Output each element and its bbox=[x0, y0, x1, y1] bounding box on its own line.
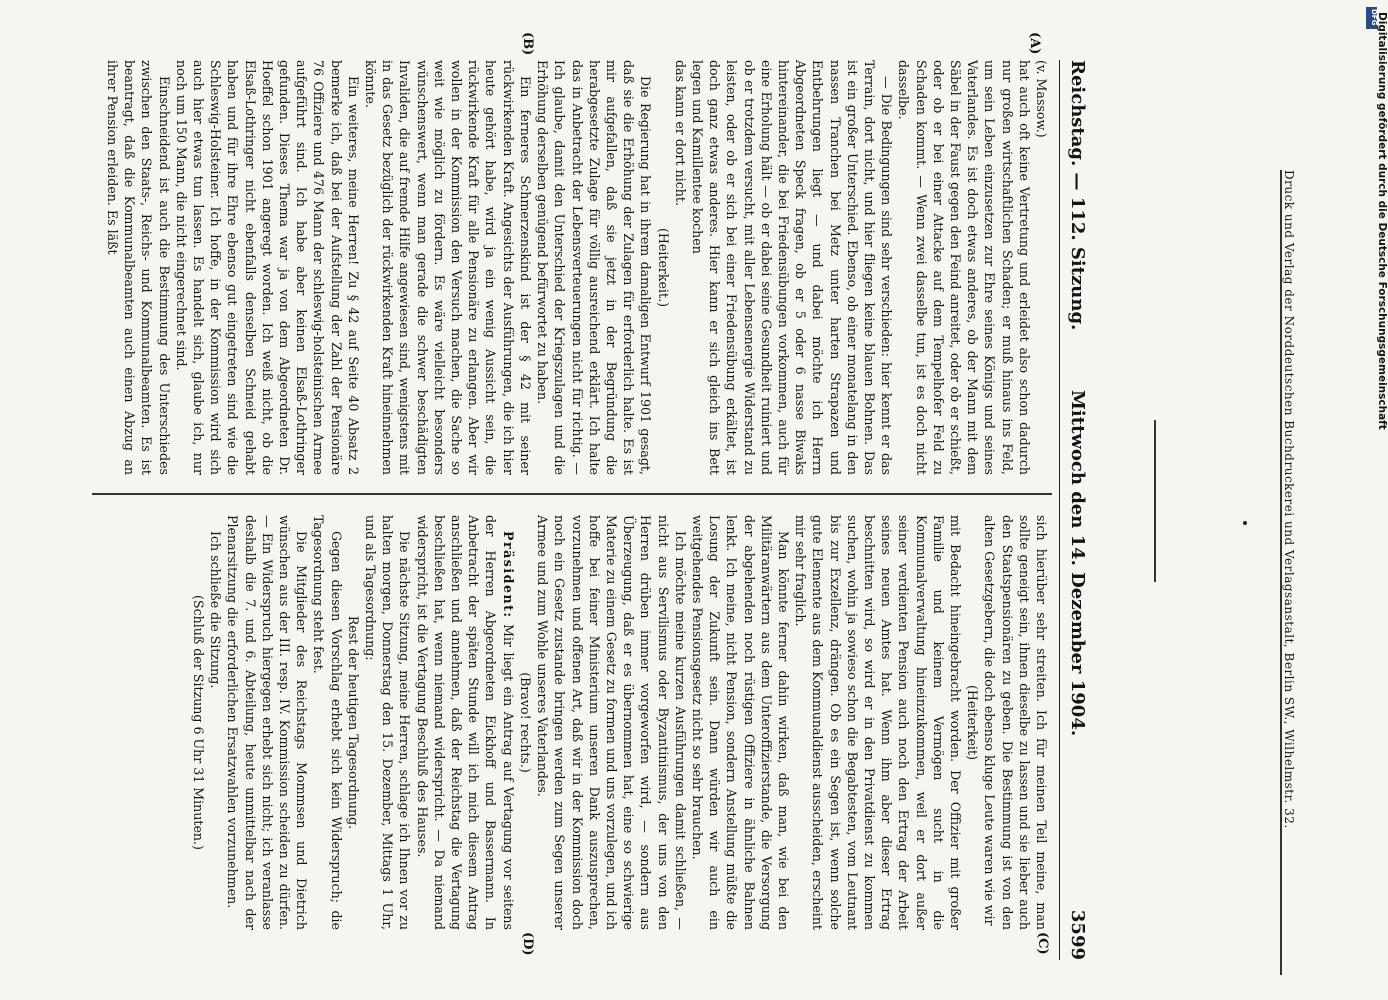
page-header bbox=[1059, 60, 1100, 960]
column-divider bbox=[92, 493, 1052, 495]
paragraph: Die Regierung hat in ihrem damaligen Entwurf 1901 gesagt, daß sie die Erhöhung der Zulagen für erforderlich halte. Es ist mir aufgefallen, daß sie jetzt in der Begründung die herabgesetzte Zulage für völlig ausreichend erklärt. Ich halte das in Anbetracht der Lebensverteuerungen nicht für richtig. — Ich glaube, damit den Unterschied der Kriegszulagen und die Erhöhung derselben genügend befürwortet zu haben. bbox=[535, 60, 654, 475]
paragraph: Man könnte ferner dahin wirken, daß man, wie bei den Militäranwärtern aus dem Unteroffizierstande, die Versorgung der abgehenden noch rüstigen Offiziere in ähnliche Bahnen lenkt. Ich meine, nicht Pension, sondern Anstellung müßte die Losung der Zukunft sein. Dann würden wir auch ein weitgehendes Pensionsgesetz nicht so sehr brauchen. bbox=[689, 515, 791, 930]
header-session: Reichstag. — 112. Sitzung. bbox=[1067, 60, 1088, 331]
page-number: 3599 bbox=[1067, 909, 1088, 960]
speaker-label: Präsident: bbox=[500, 531, 516, 619]
speaker-label: (v. Massow.) bbox=[1034, 60, 1049, 138]
header-date: Mittwoch den 14. Dezember 1904. bbox=[1067, 390, 1088, 737]
marker-c: (C) bbox=[1035, 932, 1050, 955]
column-right bbox=[85, 515, 1050, 930]
marker-d: (D) bbox=[520, 932, 535, 956]
digitization-credit: Digitalisierung gefördert durch die Deutsche Forschungsgemeinschaft bbox=[1376, 12, 1388, 430]
paragraph: Ich schließe die Sitzung. bbox=[208, 531, 224, 689]
paragraph: Die nächste Sitzung, meine Herren, schlage ich Ihnen vor zu halten morgen, Donnerstag den 15. Dezember, Mittags 1 Uhr, und als Tagesordnung: bbox=[363, 515, 413, 930]
closing-note: (Schluß der Sitzung 6 Uhr 31 Minuten.) bbox=[191, 595, 207, 850]
ink-dot bbox=[1243, 521, 1247, 525]
paragraph: Einschneidend ist auch die Bestimmung des Unterschiedes zwischen den Staats-, Reichs- und Kommunalbeamten. Es ist beantragt, daß die Kommunalbeamten auch einen Abzug an ihrer Pension erleiden. Es läßt bbox=[105, 60, 172, 475]
interjection: (Bravo! rechts.) bbox=[517, 672, 533, 773]
column-left bbox=[85, 60, 1050, 475]
printer-imprint: Druck und Verlag der Norddeutschen Buchdruckerei und Verlagsanstalt, Berlin SW., Wilhelmstr. 32. bbox=[1282, 170, 1296, 829]
paragraph: hat auch oft keine Vertretung und erleidet also schon dadurch nur großen wirtschaftlichen Schaden; er muß hinaus ins Feld, um sein Leben einzusetzen zur Ehre seines Königs und seines Vaterlandes. Es ist doch etwas anderes, ob der Mann mit dem Säbel in der Faust gegen den Feind anreitet, oder ob er schießt, oder ob er bei einer Attacke auf dem Tempelhofer Feld zu Schaden kommt. — Wenn zwei dasselbe tun, ist es doch nicht dasselbe. bbox=[896, 60, 1032, 475]
paragraph-president bbox=[413, 515, 516, 930]
marker-b: (B) bbox=[520, 32, 535, 56]
paragraph: Die Mitglieder des Reichstags Mommsen und Dietrich wünschen aus der III. resp. IV. Kommission scheiden zu dürfen. — Ein Widerspruch hiergegen erhebt sich nicht; ich veranlasse deshalb die 7. und 6. Abteilung, heute unmittelbar nach der Plenarsitzung die erforderlichen Ersatzwahlen vorzunehmen. bbox=[225, 515, 310, 930]
paragraph: Gegen diesen Vorschlag erhebt sich kein Widerspruch; die Tagesordnung steht fest. bbox=[311, 515, 344, 930]
paragraph: Ich möchte meine kurzen Ausführungen damit schließen, — nicht aus Servilismus oder Byzantinismus, der uns von den Herren drüben immer vorgeworfen wird, — sondern aus Überzeugung, daß er es übernommen hat, eine so schwierige Materie zu einem Gesetz zu formen und uns vorzulegen, und ich hoffe bei feiner Ministerium unseren Dank auszusprechen, vorzunehmen und offenen Art, daß wir in der Kommission doch noch ein Gesetz zustande bringen werden zum Segen unserer Armee und zum Wohle unseres Vaterlandes. bbox=[535, 515, 688, 930]
agenda-item: Rest der heutigen Tagesordnung. bbox=[345, 615, 361, 830]
interjection: (Heiterkeit) bbox=[965, 685, 981, 760]
paragraph: mit Bedacht hineingebracht worden. Der Offizier mit großer Familie und keinem Vermögen sucht in die Kommunalverwaltung hineinzukommen, weil er dort außer seiner verdienten Pension auch noch den Ertrag der Arbeit seines neuen Amtes hat. Wenn ihm aber dieser Ertrag beschnitten wird, so wird er in den Privatdienst zu kommen suchen, wohin ja sowieso schon die Begabtesten, vom Leutnant bis zur Exzellenz, drängen. Ob es ein Segen ist, wenn solche gute Elemente aus dem Kommunaldienst ausscheiden, erscheint mir sehr fraglich. bbox=[793, 515, 963, 930]
paragraph-text: Mir liegt ein Antrag auf Vertagung vor seitens der Herren Abgeordneten Eickhoff und Bassermann. In Anbetracht der späten Stunde will ich mich diesem Antrag anschließen und annehmen, daß der Reichstag die Vertagung beschließen hat, wenn niemand widerspricht. — Da niemand widerspricht, ist die Vertagung Beschluß des Hauses. bbox=[414, 515, 516, 930]
separator-line bbox=[1154, 420, 1156, 582]
dfg-logo: DFG bbox=[1366, 7, 1377, 29]
paragraph: Ein weiteres, meine Herren! Zu § 42 auf Seite 40 Absatz 2 bemerke ich, daß bei der Aufstellung der Zahl der Pensionäre 76 Offiziere und 476 Mann der schleswig-holsteinischen Armee aufgeführt sind. Ich habe aber keinen Elsaß-Lothringer gefunden. Dieses Thema war ja von dem Abgeordneten Dr. Hoeffel schon 1901 angeregt worden. Ich weiß nicht, ob die Elsaß-Lothringer nicht ebenfalls denselben Schneid gehabt haben und für ihre Ehre ebenso gut eingetreten sind wie die Schleswig-Holsteiner. Ich hoffe, in der Kommission wird sich auch hier etwas tun lassen. Es handelt sich, glaube ich, nur noch um 150 Mann, die nicht eingerechnet sind. bbox=[173, 60, 361, 475]
paragraph: sich hierüber sehr streiten. Ich für meinen Teil meine, man sollte geneigt sein, ihnen dieselbe zu lassen und sie lieber auch den Staatspensionären zu geben. Die Bestimmung ist von den alten Gesetzgebern, die doch ebenso kluge Leute waren wie wir bbox=[982, 515, 1049, 930]
paragraph: Ein ferneres Schmerzenskind ist der § 42 mit seiner rückwirkenden Kraft. Angesichts der Ausführungen, die ich hier heute gehört habe, wird ja ein wenig Aussicht sein, die rückwirkende Kraft für alle Pensionäre zu erlangen. Aber wir wollen in der Kommission den Versuch machen, die Sache so weit wie möglich zu fördern. Es wäre vielleicht besonders wünschenswert, wenn man gerade die schwer beschädigten Invaliden, die auf fremde Hilfe angewiesen sind, wenigstens mit in das Gesetz bezüglich der rückwirkenden Kraft hineinnehmen könnte. bbox=[363, 60, 533, 475]
paragraph: — Die Bedingungen sind sehr verschieden: hier kennt er das Terrain, dort nicht, und hier fliegen keine blauen Bohnen. Das ist ein großer Unterschied. Ebenso, ob einer monatelang in den nassen Tranchen bei Metz unter harten Strapazen und Entbehrungen liegt — und dabei möchte ich Herrn Abgeordneten Speck fragen, ob er 5 oder 6 nasse Biwaks hintereinander, die bei Friedensübungen vorkommen, auch für eine Erholung hält — ob er dabei seine Gesundheit ruiniert und ob er trotzdem versucht, mit aller Lebensenergie Widerstand zu leisten, oder ob er sich bei einer Friedensübung erkältet, ist doch ganz etwas anderes. Hier kann er sich gleich ins Bett legen und Kamillentee kochen bbox=[689, 60, 895, 475]
marker-a: (A) bbox=[1027, 32, 1042, 55]
document-page bbox=[70, 32, 1100, 960]
paragraph: das kann er dort nicht. bbox=[672, 60, 688, 206]
interjection: (Heiterkeit.) bbox=[655, 228, 671, 307]
